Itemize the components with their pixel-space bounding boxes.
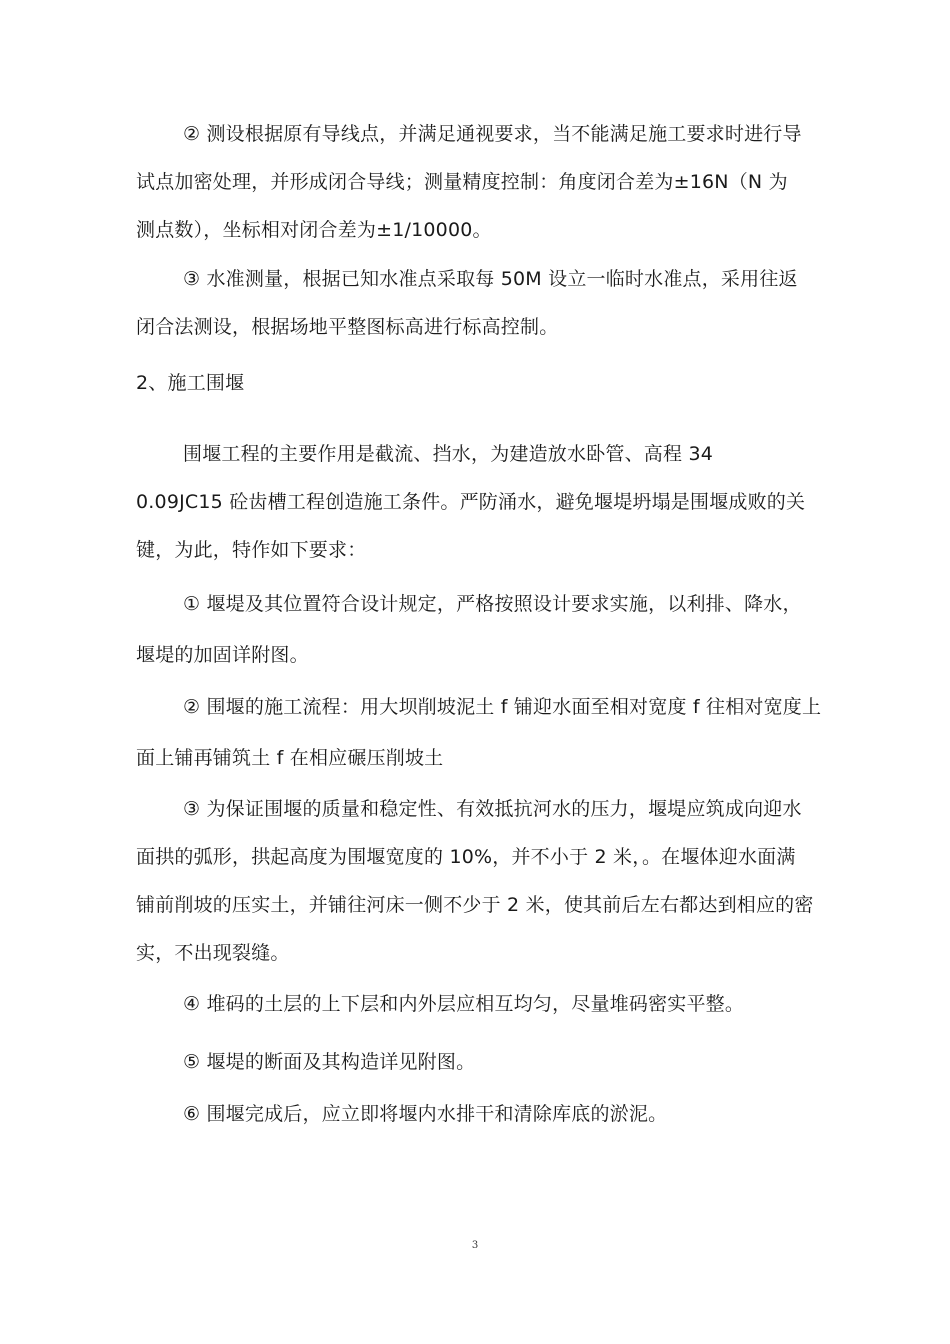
text-line: ⑤ 堰堤的断面及其构造详见附图。	[183, 1051, 476, 1073]
text-line: 键，为此，特作如下要求：	[136, 539, 367, 561]
section-heading: 2、施工围堰	[136, 372, 245, 394]
text-line: ⑥ 围堰完成后，应立即将堰内水排干和清除库底的淤泥。	[183, 1103, 668, 1125]
text-line: 试点加密处理，并形成闭合导线；测量精度控制：角度闭合差为±16N（N 为	[136, 171, 788, 193]
text-line: ④ 堆码的土层的上下层和内外层应相互均匀，尽量堆码密实平整。	[183, 993, 745, 1015]
text-line: 铺前削坡的压实土，并铺往河床一侧不少于 2 米，使其前后左右都达到相应的密	[136, 894, 814, 916]
text-line: ① 堰堤及其位置符合设计规定，严格按照设计要求实施，以利排、降水，	[183, 593, 802, 615]
page-number: 3	[471, 1240, 479, 1251]
text-line: ② 围堰的施工流程：用大坝削坡泥土 f 铺迎水面至相对宽度 f 往相对宽度上	[183, 696, 822, 718]
text-line: ③ 水准测量，根据已知水准点采取每 50M 设立一临时水准点，采用往返	[183, 268, 798, 290]
text-line: 实，不出现裂缝。	[136, 942, 290, 964]
text-line: 面拱的弧形，拱起高度为围堰宽度的 10%，并不小于 2 米，。在堰体迎水面满	[136, 846, 796, 868]
text-line: 0.09JC15 砼齿槽工程创造施工条件。严防涌水，避免堰堤坍塌是围堰成败的关	[136, 491, 806, 513]
text-line: ③ 为保证围堰的质量和稳定性、有效抵抗河水的压力，堰堤应筑成向迎水	[183, 798, 802, 820]
text-line: ② 测设根据原有导线点，并满足通视要求，当不能满足施工要求时进行导	[183, 123, 802, 145]
text-line: 面上铺再铺筑土 f 在相应碾压削坡土	[136, 747, 444, 769]
text-line: 堰堤的加固详附图。	[136, 644, 309, 666]
text-line: 闭合法测设，根据场地平整图标高进行标高控制。	[136, 316, 559, 338]
text-line: 围堰工程的主要作用是截流、挡水，为建造放水卧管、高程 34	[183, 443, 714, 465]
text-line: 测点数），坐标相对闭合差为±1/10000。	[136, 219, 492, 241]
